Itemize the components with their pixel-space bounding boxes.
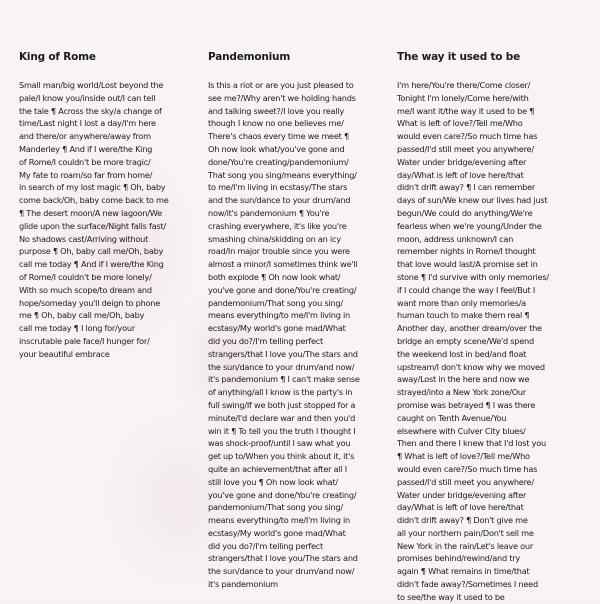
song-column-the-way-it-used-to-be	[397, 49, 582, 604]
song-title: The way it used to be	[397, 51, 520, 63]
song-title: Pandemonium	[208, 51, 291, 63]
song-title: King of Rome	[19, 51, 96, 63]
song-lyrics: Is this a riot or are you just pleased to see me?/Why aren't we holding hands and talking sweet?/I love you really though I know no one believes me/ There's chaos every time we meet ¶ Oh now look what/you've gone and done/You're creating/pandemonium/ That song you sing/means everything/ to me/I'm living in ecstasy/The stars and the sun/dance to your drum/and now/it's pandemonium ¶ You're crashing everywhere, it's like you're smashing china/skidding on an icy road/In major trouble since you were almost a minor/I sometimes think we'll both explode ¶ Oh now look what/ you've gone and done/You're creating/ pandemonium/That song you sing/ means everything/to me/I'm living in ecstasy/My world's gone mad/What did you do?/I'm telling perfect strangers/that I love you/The stars and the sun/dance to your drum/and now/ it's pandemonium ¶ I can't make sense of anything/all I know is the party's in full swing/If we both just stopped for a minute/I'd declare war and then you'd win it ¶ To tell you the truth I thought I was shock-proof/until I saw what you get up to/When you think about it, it's quite an achievement/that after all I still love you ¶ Oh now look what/ you've gone and done/You're creating/ pandemonium/That song you sing/ means everything/to me/I'm living in ecstasy/My world's gone mad/What did you do?/I'm telling perfect strangers/that I love you/The stars and the sun/dance to your drum/and now/ it's pandemonium	[208, 80, 360, 590]
song-column-king-of-rome	[19, 49, 199, 361]
song-column-pandemonium	[208, 49, 388, 591]
song-lyrics: I'm here/You're there/Come closer/ Tonight I'm lonely/Come here/with me/I want it/the way it used to be ¶ What is left of love?/Tell me/Who would even care?/So much time has passed/I'd still meet you anywhere/ Water under bridge/evening after day/What is left of love here/that didn't drift away? ¶ I can remember days of sun/We knew our lives had just begun/We could do anything/We're fearless when we're young/Under the moon, address unknown/I can remember nights in Rome/I thought that love would last/A promise set in stone ¶ I'd survive with only memories/ if I could change the way I feel/But I want more than only memories/a human touch to make them real ¶ Another day, another dream/over the bridge an empty scene/We'd spend the weekend lost in bed/and float upstream/I don't know why we moved away/Lost in the here and now we strayed/into a New York zone/Our promise was betrayed ¶ I was there caught on Tenth Avenue/You elsewhere with Culver City blues/ Then and there I knew that I'd lost you ¶ What is left of love?/Tell me/Who would even care?/So much time has passed/I'd still meet you anywhere/ Water under bridge/evening after day/What is left of love here/that didn't drift away? ¶ Don't give me all your northern pain/Don't sell me New York in the rain/Let's leave our promises behind/rewind/and try again ¶ What remains in time/that didn't fade away?/Sometimes I need to see/the way it used to be	[397, 80, 549, 602]
song-lyrics: Small man/big world/Lost beyond the pale/I know you/inside out/I can tell the tale ¶ Across the sky/a change of time/Last night I lost a day/I'm here and there/or anywhere/away from Manderley ¶ And if I were/the King of Rome/I couldn't be more tragic/ My fate to roam/so far from home/ in search of my lost magic ¶ Oh, baby come back/Oh, baby come back to me ¶ The desert moon/A new lagoon/We glide upon the surface/Night falls fast/ No shadows cast/Arriving without purpose ¶ Oh, baby call me/Oh, baby call me today ¶ And if I were/the King of Rome/I couldn't be more lonely/ With so much scope/to dream and hope/someday you'll deign to phone me ¶ Oh, baby call me/Oh, baby call me today ¶ I long for/your inscrutable pale face/I hunger for/ your beautiful embrace	[19, 80, 169, 359]
